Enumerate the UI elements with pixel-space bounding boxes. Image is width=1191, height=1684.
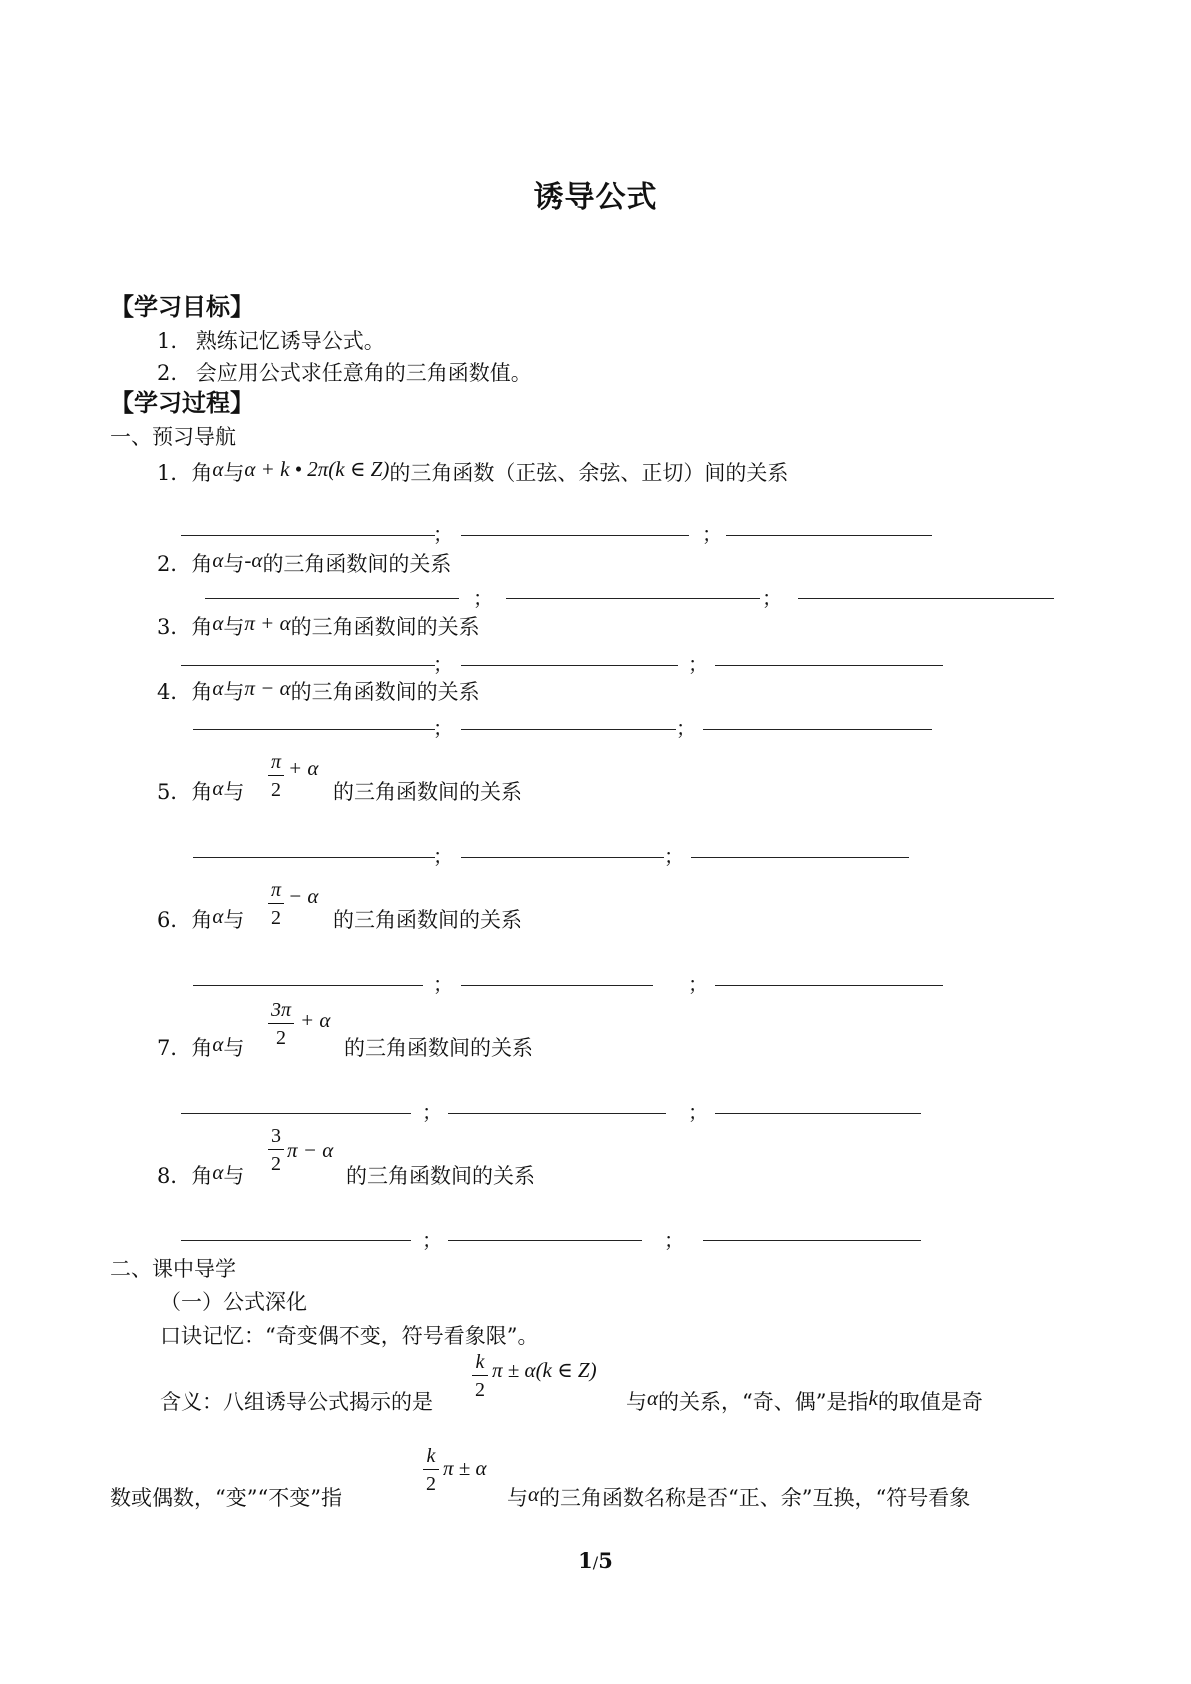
page-number (0, 1548, 1191, 1573)
answer-blank[interactable] (181, 665, 435, 666)
fraction (268, 1126, 284, 1174)
item-pre: 角 (191, 552, 213, 576)
separator: ； (433, 652, 453, 676)
item-pre: 角 (191, 780, 213, 804)
item-pre: 角 (191, 680, 213, 704)
separator: ； (664, 844, 684, 868)
alpha-symbol: α (212, 548, 224, 572)
preview-heading: 一、预习导航 (110, 425, 236, 449)
item-pre: 角 (191, 1036, 213, 1060)
item-post: 的三角函数间的关系 (262, 552, 452, 576)
item-number: 7． (157, 1036, 192, 1060)
math-expression: -α (244, 548, 263, 572)
separator: ； (433, 716, 453, 740)
item-post: 的三角函数间的关系 (290, 680, 480, 704)
alpha-symbol: α (212, 904, 224, 928)
fraction-numerator: π (271, 751, 282, 773)
math-expression: + α (300, 1008, 331, 1032)
objective-number: 2. (157, 361, 178, 385)
item-yu: 与 (223, 615, 245, 639)
answer-blank[interactable] (193, 985, 423, 986)
answer-blank[interactable] (703, 1240, 921, 1241)
separator: ； (433, 522, 453, 546)
answer-blank[interactable] (691, 857, 909, 858)
math-expression: + α (288, 756, 319, 780)
fraction (423, 1446, 439, 1494)
item-yu: 与 (223, 780, 245, 804)
alpha-symbol: α (212, 457, 224, 481)
item-yu: 与 (223, 908, 245, 932)
item-number: 8． (157, 1164, 192, 1188)
alpha-symbol: α (212, 611, 224, 635)
item-post: 的三角函数间的关系 (346, 1164, 535, 1188)
item-post: 的三角函数（正弦、余弦、正切）间的关系 (389, 461, 789, 485)
item-yu: 与 (223, 1036, 245, 1060)
answer-blank[interactable] (726, 535, 932, 536)
math-expression: π + α (244, 611, 291, 635)
page-total: 5 (598, 1548, 613, 1573)
answer-blank[interactable] (461, 985, 653, 986)
item-yu: 与 (223, 461, 245, 485)
meaning-text (507, 1482, 970, 1512)
answer-blank[interactable] (193, 857, 435, 858)
fraction-denominator: 2 (276, 1027, 287, 1049)
k-symbol: k (868, 1386, 878, 1410)
item-pre: 角 (191, 615, 213, 639)
math-expression: π − α (244, 676, 291, 700)
item-yu: 与 (223, 1164, 245, 1188)
meaning-text-part: 的取值是奇 (877, 1390, 983, 1414)
preview-item-7-lead (157, 1032, 244, 1062)
answer-blank[interactable] (715, 665, 943, 666)
fraction-numerator: 3π (271, 999, 292, 1021)
alpha-symbol: α (212, 776, 224, 800)
answer-blank[interactable] (715, 985, 943, 986)
item-number: 2． (157, 552, 192, 576)
separator: ； (676, 716, 696, 740)
item-number: 6． (157, 908, 192, 932)
answer-blank[interactable] (715, 1113, 921, 1114)
answer-blank[interactable] (181, 1240, 411, 1241)
page-current: 1 (578, 1548, 593, 1573)
preview-item-1 (157, 457, 788, 487)
item-post: 的三角函数间的关系 (290, 615, 480, 639)
objective-item (157, 325, 385, 355)
alpha-symbol: α (212, 1032, 224, 1056)
preview-item-2 (157, 548, 451, 578)
fraction-denominator: 2 (271, 907, 282, 929)
answer-blank[interactable] (506, 598, 760, 599)
math-expression: α + k • 2π(k ∈ Z) (244, 457, 390, 481)
answer-blank[interactable] (461, 729, 676, 730)
separator: ； (422, 1228, 442, 1252)
alpha-symbol: α (212, 676, 224, 700)
answer-blank[interactable] (448, 1113, 666, 1114)
meaning-text: 数或偶数，“变”“不变”指 (110, 1486, 342, 1510)
alpha-symbol: α (647, 1386, 659, 1410)
separator: ； (688, 1100, 708, 1124)
fraction-denominator: 2 (426, 1473, 436, 1495)
objective-text: 会应用公式求任意角的三角函数值。 (195, 361, 532, 385)
separator: ； (664, 1228, 684, 1252)
fraction-denominator: 2 (475, 1379, 485, 1401)
math-expression: − α (288, 884, 319, 908)
fraction (268, 752, 284, 800)
preview-item-6-lead (157, 904, 244, 934)
fraction (268, 1000, 294, 1048)
separator: ； (473, 586, 493, 610)
math-expression: π ± α (443, 1456, 487, 1480)
mnemonic-text: 口诀记忆：“奇变偶不变，符号看象限”。 (160, 1324, 539, 1348)
alpha-symbol: α (212, 1160, 224, 1184)
fraction-numerator: 3 (271, 1125, 281, 1147)
item-pre: 角 (191, 1164, 213, 1188)
answer-blank[interactable] (461, 665, 678, 666)
fraction (472, 1352, 488, 1400)
meaning-text-part: 的三角函数名称是否“正、余”互换，“符号看象 (539, 1486, 971, 1510)
item-yu: 与 (223, 552, 245, 576)
item-number: 4． (157, 680, 192, 704)
inclass-subheading: （一）公式深化 (160, 1290, 307, 1314)
item-post: 的三角函数间的关系 (333, 780, 522, 804)
fraction-denominator: 2 (271, 1153, 281, 1175)
inclass-heading: 二、课中导学 (110, 1257, 236, 1281)
preview-item-3 (157, 611, 480, 641)
item-pre: 角 (191, 908, 213, 932)
math-expression: π ± α(k ∈ Z) (492, 1358, 597, 1382)
fraction-numerator: π (271, 879, 282, 901)
preview-item-4 (157, 676, 480, 706)
objectives-heading: 【学习目标】 (110, 293, 254, 321)
preview-item-5-lead (157, 776, 244, 806)
answer-blank[interactable] (448, 1240, 642, 1241)
fraction (268, 880, 284, 928)
separator: ； (688, 652, 708, 676)
answer-blank[interactable] (798, 598, 1054, 599)
item-post: 的三角函数间的关系 (333, 908, 522, 932)
separator: ； (433, 844, 453, 868)
separator: ； (688, 972, 708, 996)
objective-text: 熟练记忆诱导公式。 (195, 329, 385, 353)
item-number: 1． (157, 461, 192, 485)
math-expression: π − α (287, 1138, 334, 1162)
alpha-symbol: α (528, 1482, 540, 1506)
answer-blank[interactable] (193, 729, 435, 730)
objective-number: 1. (157, 329, 178, 353)
answer-blank[interactable] (461, 857, 664, 858)
meaning-text: 含义：八组诱导公式揭示的是 (160, 1390, 433, 1414)
preview-item-8-lead (157, 1160, 244, 1190)
answer-blank[interactable] (181, 1113, 411, 1114)
item-number: 5． (157, 780, 192, 804)
fraction-numerator: k (475, 1351, 485, 1373)
separator: ； (422, 1100, 442, 1124)
item-yu: 与 (223, 680, 245, 704)
separator: ； (702, 522, 722, 546)
fraction-denominator: 2 (271, 779, 282, 801)
meaning-text-part: 与 (507, 1486, 528, 1510)
answer-blank[interactable] (181, 535, 435, 536)
answer-blank[interactable] (461, 535, 689, 536)
answer-blank[interactable] (205, 598, 459, 599)
answer-blank[interactable] (703, 729, 932, 730)
separator: ； (433, 972, 453, 996)
meaning-text-part: 的关系，“奇、偶”是指 (658, 1390, 869, 1414)
page-separator: / (592, 1553, 599, 1572)
meaning-text (626, 1386, 983, 1416)
meaning-text-part: 与 (626, 1390, 647, 1414)
item-pre: 角 (191, 461, 213, 485)
item-post: 的三角函数间的关系 (344, 1036, 533, 1060)
fraction-numerator: k (426, 1445, 436, 1467)
process-heading: 【学习过程】 (110, 389, 254, 417)
page-title: 诱导公式 (533, 180, 658, 215)
separator: ； (762, 586, 782, 610)
item-number: 3． (157, 615, 192, 639)
